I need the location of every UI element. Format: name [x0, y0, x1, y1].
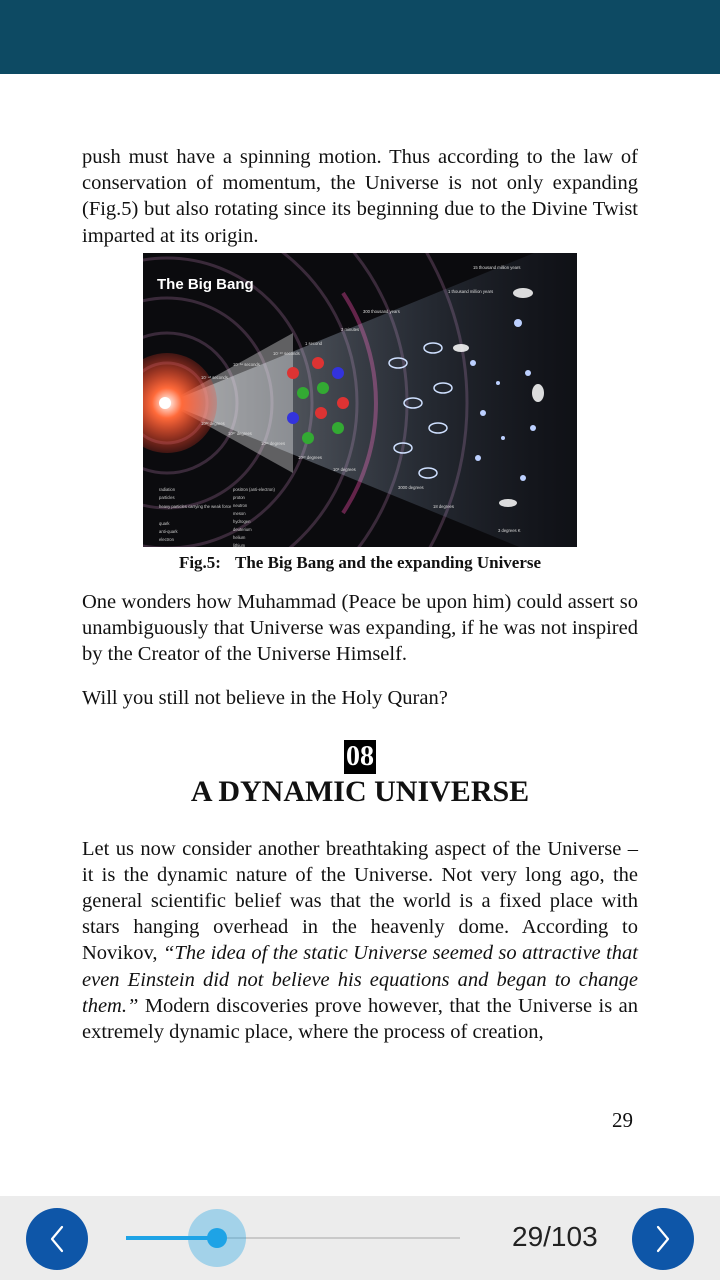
paragraph-4-end: Modern discoveries prove however, that the Universe is an extremely dynamic place, where the process of creation,	[82, 994, 638, 1044]
chapter-number-wrap	[82, 740, 638, 774]
paragraph-3: Will you still not believe in the Holy Quran?	[82, 687, 448, 710]
svg-text:lithium: lithium	[233, 542, 246, 547]
svg-text:3 minutes: 3 minutes	[341, 326, 360, 332]
svg-text:hydrogen: hydrogen	[233, 518, 251, 524]
svg-text:proton: proton	[233, 494, 245, 500]
svg-text:10⁻¹⁰ seconds: 10⁻¹⁰ seconds	[273, 350, 300, 356]
svg-text:deuterium: deuterium	[233, 526, 252, 532]
bottom-navigation-bar	[0, 1196, 720, 1280]
svg-text:10⁻³⁴ seconds: 10⁻³⁴ seconds	[233, 361, 260, 367]
svg-text:helium: helium	[233, 534, 246, 540]
svg-text:3 degrees K: 3 degrees K	[498, 527, 521, 533]
svg-text:3000 degrees: 3000 degrees	[398, 484, 424, 490]
svg-text:electron: electron	[159, 536, 174, 542]
figure-title: The Big Bang	[157, 275, 254, 293]
previous-page-button[interactable]	[26, 1208, 88, 1270]
svg-text:positron (anti-electron): positron (anti-electron)	[233, 486, 275, 492]
page-slider-thumb[interactable]	[207, 1228, 227, 1248]
page-number: 29	[612, 1108, 633, 1132]
next-page-button[interactable]	[632, 1208, 694, 1270]
svg-text:particles: particles	[159, 494, 175, 500]
svg-text:10³² degrees: 10³² degrees	[201, 420, 225, 426]
caption-text: The Big Bang and the expanding Universe	[234, 552, 542, 572]
paragraph-2: One wonders how Muhammad (Peace be upon him) could assert so unambiguously that Universe was expanding, if he was not inspired by the Creator of the Universe Himself.	[82, 590, 638, 666]
svg-text:neutron: neutron	[233, 502, 248, 508]
svg-text:15 thousand million years: 15 thousand million years	[473, 264, 521, 270]
novikov-quote: “The idea of the static Universe seemed so attractive that even Einstein did not believe his equations and began to change them.”	[82, 942, 639, 1017]
svg-text:quark: quark	[159, 520, 170, 526]
svg-text:10²⁷ degrees: 10²⁷ degrees	[228, 430, 252, 436]
paragraph-1: push must have a spinning motion. Thus according to the law of conservation of momentum, the Universe is not only expanding (Fig.5) but also rotating since its beginning due to the Divine Twist imparted at its origin.	[82, 146, 638, 247]
big-bang-illustration	[143, 253, 577, 547]
chevron-right-icon	[653, 1224, 673, 1254]
svg-text:10⁹ degrees: 10⁹ degrees	[333, 466, 356, 472]
figure-caption	[82, 553, 638, 573]
svg-text:1 thousand million years: 1 thousand million years	[448, 288, 494, 294]
top-app-bar	[0, 0, 720, 74]
chevron-left-icon	[47, 1224, 67, 1254]
svg-text:10¹⁰ degrees: 10¹⁰ degrees	[298, 454, 323, 460]
chapter-number: 08	[346, 740, 374, 772]
svg-text:10¹⁵ degrees: 10¹⁵ degrees	[261, 440, 286, 446]
svg-text:10⁻⁴³ seconds: 10⁻⁴³ seconds	[201, 374, 228, 380]
svg-text:300 thousand years: 300 thousand years	[363, 308, 400, 314]
caption-label: Fig.5:	[178, 552, 221, 572]
svg-text:anti-quark: anti-quark	[159, 528, 178, 534]
svg-text:radiation: radiation	[159, 486, 176, 492]
paragraph-4	[82, 836, 638, 1046]
page-counter: 29/103	[512, 1221, 598, 1252]
svg-text:1 second: 1 second	[305, 340, 322, 346]
paragraph-4-start: Let us now consider another breathtaking aspect of the Universe – it is the dynamic nature of the Universe. Not very long ago, the general scientific belief was that the world is a fixed place with stars hanging overhead in the heavenly dome. According to Novikov,	[82, 837, 638, 965]
book-page	[82, 144, 638, 1045]
svg-text:18 degrees: 18 degrees	[433, 503, 454, 509]
svg-text:meson: meson	[233, 510, 246, 516]
page-slider[interactable]	[126, 1237, 460, 1239]
chapter-title: A DYNAMIC UNIVERSE	[190, 774, 530, 808]
svg-text:heavy particles carrying the w: heavy particles carrying the weak force	[159, 503, 232, 509]
big-bang-figure	[143, 253, 577, 547]
